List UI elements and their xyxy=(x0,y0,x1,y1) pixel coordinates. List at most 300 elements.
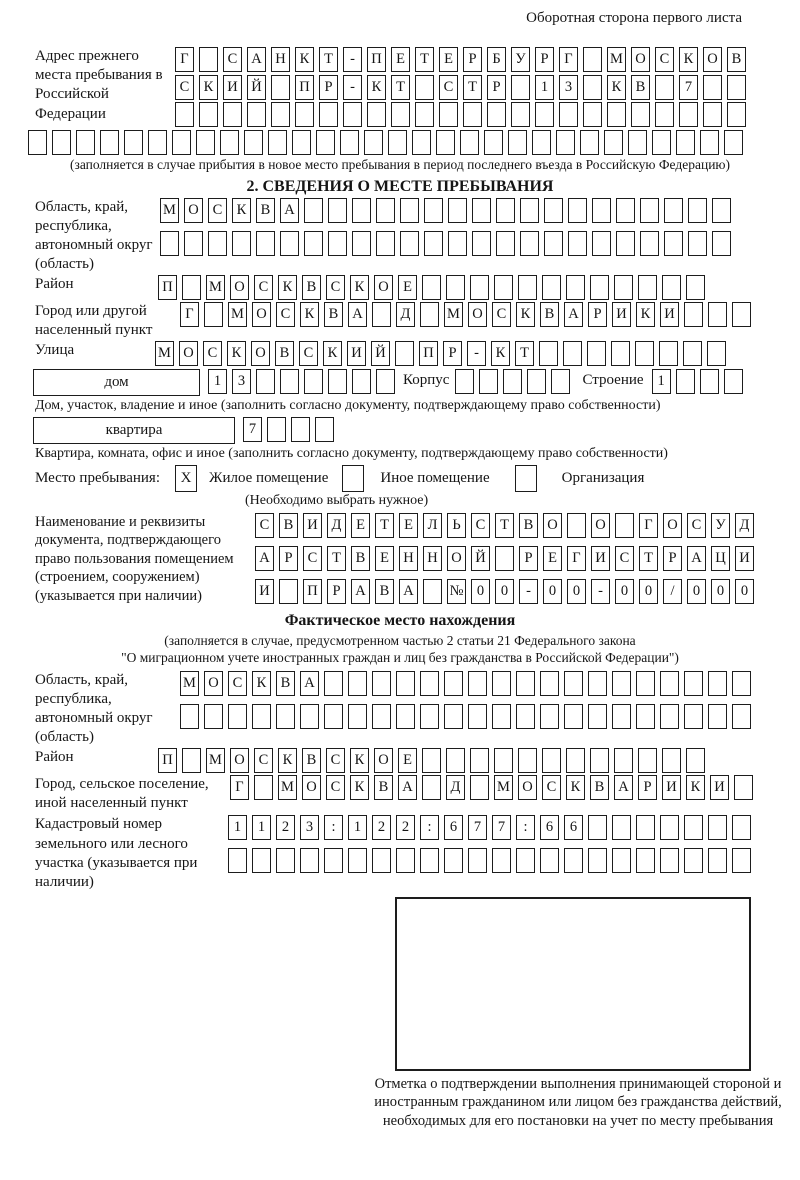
char-cell xyxy=(732,848,751,873)
char-cell xyxy=(628,130,647,155)
char-cell: С xyxy=(223,47,242,72)
char-cell xyxy=(468,671,487,696)
char-cell: 6 xyxy=(540,815,559,840)
char-cell: А xyxy=(398,775,417,800)
korpus-cells xyxy=(455,369,570,394)
char-cell: А xyxy=(399,579,418,604)
char-cell xyxy=(588,704,607,729)
char-cell xyxy=(199,102,218,127)
korpus-label: Корпус xyxy=(403,372,450,388)
char-cell xyxy=(542,275,561,300)
char-cell xyxy=(638,748,657,773)
char-cell: М xyxy=(180,671,199,696)
char-cell xyxy=(367,102,386,127)
char-cell xyxy=(420,704,439,729)
char-cell: О xyxy=(184,198,203,223)
char-cell xyxy=(684,815,703,840)
char-cell xyxy=(520,198,539,223)
char-cell xyxy=(446,748,465,773)
actual-district-row xyxy=(28,748,772,776)
char-cell xyxy=(148,130,167,155)
char-cell xyxy=(280,231,299,256)
char-cell xyxy=(271,75,290,100)
char-cell xyxy=(655,102,674,127)
char-cell: 7 xyxy=(492,815,511,840)
char-cell xyxy=(420,302,439,327)
char-cell: К xyxy=(300,302,319,327)
char-cell: С xyxy=(276,302,295,327)
char-cell: Т xyxy=(319,47,338,72)
actual-district-label: Район xyxy=(35,748,74,765)
char-cell xyxy=(252,704,271,729)
actual-region-row-2 xyxy=(180,704,751,729)
char-cell xyxy=(415,75,434,100)
char-cell xyxy=(503,369,522,394)
char-cell: В xyxy=(727,47,746,72)
char-cell xyxy=(638,275,657,300)
char-cell xyxy=(472,198,491,223)
char-cell xyxy=(535,102,554,127)
char-cell: С xyxy=(687,513,706,538)
char-cell xyxy=(372,848,391,873)
char-cell: Г xyxy=(175,47,194,72)
char-cell xyxy=(252,848,271,873)
char-cell xyxy=(580,130,599,155)
char-cell: О xyxy=(252,302,271,327)
char-cell: Е xyxy=(439,47,458,72)
char-cell: В xyxy=(519,513,538,538)
char-cell xyxy=(636,671,655,696)
char-cell: И xyxy=(735,546,754,571)
char-cell xyxy=(511,75,530,100)
char-cell: О xyxy=(251,341,270,366)
char-cell xyxy=(182,275,201,300)
char-cell: Й xyxy=(247,75,266,100)
char-cell xyxy=(712,198,731,223)
char-cell xyxy=(175,102,194,127)
char-cell xyxy=(492,704,511,729)
char-cell: В xyxy=(324,302,343,327)
char-cell: К xyxy=(278,275,297,300)
char-cell xyxy=(684,302,703,327)
char-cell xyxy=(470,275,489,300)
char-cell: М xyxy=(206,275,225,300)
char-cell: В xyxy=(631,75,650,100)
char-cell xyxy=(204,704,223,729)
char-cell: О xyxy=(374,748,393,773)
char-cell: - xyxy=(519,579,538,604)
char-cell xyxy=(612,704,631,729)
char-cell: М xyxy=(206,748,225,773)
char-cell: О xyxy=(204,671,223,696)
page-header: Оборотная сторона первого листа xyxy=(526,10,742,26)
char-cell xyxy=(348,848,367,873)
district-cells xyxy=(158,275,705,300)
char-cell xyxy=(328,231,347,256)
char-cell xyxy=(276,848,295,873)
apartment-row xyxy=(33,417,772,445)
char-cell: А xyxy=(564,302,583,327)
char-cell: А xyxy=(348,302,367,327)
char-cell xyxy=(304,231,323,256)
char-cell xyxy=(415,102,434,127)
char-cell xyxy=(422,748,441,773)
char-cell: Р xyxy=(588,302,607,327)
apartment-cells xyxy=(243,417,334,442)
char-cell xyxy=(539,341,558,366)
char-cell: Р xyxy=(535,47,554,72)
char-cell xyxy=(196,130,215,155)
char-cell: К xyxy=(686,775,705,800)
char-cell xyxy=(540,704,559,729)
char-cell: С xyxy=(326,275,345,300)
char-cell xyxy=(688,231,707,256)
char-cell: О xyxy=(230,748,249,773)
char-cell: Й xyxy=(471,546,490,571)
char-cell xyxy=(703,75,722,100)
char-cell xyxy=(615,513,634,538)
actual-city-row xyxy=(28,775,772,813)
stay-option-zhiloe-checkbox: X xyxy=(175,465,197,492)
char-cell xyxy=(424,198,443,223)
char-cell xyxy=(607,102,626,127)
char-cell xyxy=(700,130,719,155)
char-cell xyxy=(208,231,227,256)
house-cells xyxy=(208,369,395,394)
char-cell xyxy=(707,341,726,366)
char-cell: С xyxy=(228,671,247,696)
prev-address-row-2 xyxy=(175,75,746,100)
stay-option-zhiloe-label: Жилое помещение xyxy=(209,469,329,486)
char-cell xyxy=(172,130,191,155)
char-cell xyxy=(614,748,633,773)
char-cell: И xyxy=(710,775,729,800)
char-cell: Т xyxy=(639,546,658,571)
char-cell: Т xyxy=(463,75,482,100)
char-cell xyxy=(304,369,323,394)
char-cell xyxy=(724,130,743,155)
char-cell xyxy=(52,130,71,155)
char-cell: О xyxy=(447,546,466,571)
char-cell xyxy=(300,704,319,729)
char-cell xyxy=(640,231,659,256)
char-cell: К xyxy=(232,198,251,223)
char-cell xyxy=(276,704,295,729)
char-cell xyxy=(686,275,705,300)
char-cell xyxy=(395,341,414,366)
actual-location-note-2: "О миграционном учете иностранных граждан и лиц без гражданства в Российской Федерации") xyxy=(121,649,679,665)
char-cell: Н xyxy=(399,546,418,571)
char-cell xyxy=(616,231,635,256)
char-cell: К xyxy=(278,748,297,773)
char-cell: С xyxy=(254,275,273,300)
char-cell: А xyxy=(687,546,706,571)
char-cell xyxy=(372,671,391,696)
char-cell: С xyxy=(615,546,634,571)
char-cell: 0 xyxy=(735,579,754,604)
char-cell xyxy=(700,369,719,394)
actual-region-block xyxy=(28,671,772,748)
char-cell: А xyxy=(255,546,274,571)
char-cell xyxy=(300,848,319,873)
stamp-box xyxy=(395,897,751,1071)
char-cell: - xyxy=(591,579,610,604)
char-cell: К xyxy=(636,302,655,327)
char-cell: В xyxy=(276,671,295,696)
char-cell: Р xyxy=(663,546,682,571)
char-cell: П xyxy=(419,341,438,366)
char-cell xyxy=(587,341,606,366)
char-cell: 3 xyxy=(300,815,319,840)
stroenie-label: Строение xyxy=(582,372,644,388)
char-cell: М xyxy=(278,775,297,800)
char-cell xyxy=(348,704,367,729)
char-cell xyxy=(612,815,631,840)
char-cell xyxy=(352,231,371,256)
char-cell xyxy=(422,275,441,300)
cadastre-label: Кадастровый номер земельного или лесного участка (указывается при наличии) xyxy=(35,816,198,890)
region-label: Область, край, республика, автономный округ (область) xyxy=(35,198,153,273)
char-cell xyxy=(636,704,655,729)
char-cell xyxy=(564,671,583,696)
char-cell: Ц xyxy=(711,546,730,571)
cadastre-row-2 xyxy=(228,848,751,873)
char-cell: П xyxy=(158,275,177,300)
char-cell xyxy=(388,130,407,155)
house-frame-label: дом xyxy=(33,369,200,396)
char-cell xyxy=(566,275,585,300)
prev-address-note: (заполняется в случае прибытия в новое место пребывания в период последнего въезда в Российскую Федерацию) xyxy=(69,157,731,172)
char-cell xyxy=(636,848,655,873)
char-cell: С xyxy=(254,748,273,773)
char-cell: 3 xyxy=(232,369,251,394)
char-cell xyxy=(724,369,743,394)
char-cell: С xyxy=(471,513,490,538)
char-cell: Д xyxy=(735,513,754,538)
char-cell: Й xyxy=(371,341,390,366)
char-cell: 7 xyxy=(243,417,262,442)
actual-location-note-1: (заполняется в случае, предусмотренном частью 2 статьи 21 Федерального закона xyxy=(164,633,636,648)
stay-option-org-label: Организация xyxy=(561,469,645,486)
char-cell xyxy=(484,130,503,155)
char-cell: Т xyxy=(415,47,434,72)
char-cell: А xyxy=(247,47,266,72)
char-cell: В xyxy=(275,341,294,366)
char-cell xyxy=(683,341,702,366)
char-cell xyxy=(223,102,242,127)
char-cell xyxy=(487,102,506,127)
char-cell: Т xyxy=(375,513,394,538)
char-cell: М xyxy=(494,775,513,800)
char-cell xyxy=(508,130,527,155)
char-cell: У xyxy=(711,513,730,538)
char-cell xyxy=(494,275,513,300)
char-cell: К xyxy=(566,775,585,800)
char-cell: О xyxy=(543,513,562,538)
char-cell: Р xyxy=(463,47,482,72)
char-cell xyxy=(518,275,537,300)
section-title: 2. СВЕДЕНИЯ О МЕСТЕ ПРЕБЫВАНИЯ xyxy=(246,177,554,195)
char-cell xyxy=(455,369,474,394)
char-cell xyxy=(448,231,467,256)
stay-option-org-checkbox xyxy=(515,465,537,492)
char-cell: 0 xyxy=(711,579,730,604)
char-cell: 1 xyxy=(652,369,671,394)
char-cell: С xyxy=(299,341,318,366)
char-cell: 0 xyxy=(495,579,514,604)
char-cell xyxy=(660,704,679,729)
char-cell xyxy=(631,102,650,127)
char-cell: Т xyxy=(515,341,534,366)
char-cell: - xyxy=(343,47,362,72)
char-cell xyxy=(204,302,223,327)
char-cell xyxy=(396,848,415,873)
char-cell xyxy=(315,417,334,442)
char-cell xyxy=(220,130,239,155)
char-cell xyxy=(271,102,290,127)
char-cell: К xyxy=(516,302,535,327)
char-cell xyxy=(100,130,119,155)
char-cell xyxy=(640,198,659,223)
char-cell: П xyxy=(295,75,314,100)
char-cell: Л xyxy=(423,513,442,538)
char-cell xyxy=(439,102,458,127)
char-cell xyxy=(511,102,530,127)
apartment-note: Квартира, комната, офис и иное (заполнить согласно документу, подтверждающему право собственности) xyxy=(35,445,668,461)
char-cell: В xyxy=(256,198,275,223)
char-cell xyxy=(676,369,695,394)
char-cell: О xyxy=(179,341,198,366)
char-cell xyxy=(324,671,343,696)
char-cell xyxy=(444,848,463,873)
street-row xyxy=(28,341,772,369)
char-cell xyxy=(472,231,491,256)
char-cell xyxy=(324,848,343,873)
char-cell xyxy=(563,341,582,366)
char-cell xyxy=(684,704,703,729)
char-cell xyxy=(372,704,391,729)
prev-address-rows xyxy=(175,47,746,130)
char-cell: 3 xyxy=(559,75,578,100)
region-block xyxy=(28,198,772,275)
char-cell xyxy=(660,815,679,840)
char-cell xyxy=(479,369,498,394)
char-cell: 0 xyxy=(567,579,586,604)
char-cell: 1 xyxy=(252,815,271,840)
apartment-frame-label: квартира xyxy=(33,417,235,444)
char-cell: Н xyxy=(423,546,442,571)
char-cell xyxy=(727,102,746,127)
region-row-1 xyxy=(160,198,731,223)
char-cell: С xyxy=(492,302,511,327)
char-cell xyxy=(612,671,631,696)
char-cell: В xyxy=(279,513,298,538)
char-cell: Д xyxy=(446,775,465,800)
char-cell: Т xyxy=(495,513,514,538)
district-row xyxy=(28,275,772,303)
char-cell: В xyxy=(540,302,559,327)
char-cell xyxy=(436,130,455,155)
char-cell xyxy=(124,130,143,155)
char-cell xyxy=(412,130,431,155)
stay-type-label: Место пребывания: xyxy=(35,469,160,486)
char-cell: Д xyxy=(327,513,346,538)
char-cell: Е xyxy=(398,275,417,300)
char-cell xyxy=(494,748,513,773)
prev-address-label: Адрес прежнего места пребывания в Российской Федерации xyxy=(35,48,163,122)
char-cell: 1 xyxy=(208,369,227,394)
char-cell xyxy=(364,130,383,155)
char-cell xyxy=(540,848,559,873)
stay-option-inoe-checkbox xyxy=(342,465,364,492)
char-cell xyxy=(556,130,575,155)
char-cell: 1 xyxy=(348,815,367,840)
char-cell xyxy=(340,130,359,155)
stroenie-cells xyxy=(652,369,743,394)
document-block xyxy=(28,513,772,607)
char-cell: И xyxy=(347,341,366,366)
document-label: Наименование и реквизиты документа, подтверждающего право пользования помещением (строением, сооружением) (указывается при наличии) xyxy=(35,513,234,604)
char-cell xyxy=(160,231,179,256)
char-cell: Г xyxy=(639,513,658,538)
prev-address-row-3 xyxy=(175,102,746,127)
char-cell: М xyxy=(607,47,626,72)
char-cell: П xyxy=(303,579,322,604)
char-cell xyxy=(516,704,535,729)
char-cell: К xyxy=(491,341,510,366)
char-cell xyxy=(734,775,753,800)
char-cell: О xyxy=(374,275,393,300)
char-cell: Р xyxy=(638,775,657,800)
char-cell xyxy=(348,671,367,696)
char-cell xyxy=(316,130,335,155)
char-cell xyxy=(604,130,623,155)
char-cell xyxy=(292,130,311,155)
city-row xyxy=(28,302,772,340)
char-cell: Ь xyxy=(447,513,466,538)
char-cell xyxy=(376,231,395,256)
char-cell xyxy=(588,848,607,873)
char-cell: 7 xyxy=(679,75,698,100)
char-cell: В xyxy=(302,748,321,773)
char-cell xyxy=(470,748,489,773)
prev-address-row-1 xyxy=(175,47,746,72)
char-cell: О xyxy=(302,775,321,800)
char-cell: О xyxy=(468,302,487,327)
char-cell: С xyxy=(175,75,194,100)
char-cell: М xyxy=(444,302,463,327)
char-cell xyxy=(614,275,633,300)
char-cell: Е xyxy=(351,513,370,538)
char-cell: М xyxy=(155,341,174,366)
char-cell: С xyxy=(542,775,561,800)
char-cell xyxy=(659,341,678,366)
char-cell: 1 xyxy=(535,75,554,100)
char-cell: Р xyxy=(519,546,538,571)
char-cell xyxy=(495,546,514,571)
document-row-2 xyxy=(255,546,754,571)
char-cell xyxy=(708,671,727,696)
char-cell xyxy=(708,815,727,840)
city-cells xyxy=(180,302,751,327)
char-cell xyxy=(588,671,607,696)
char-cell: Р xyxy=(279,546,298,571)
char-cell xyxy=(732,671,751,696)
char-cell xyxy=(544,198,563,223)
char-cell xyxy=(184,231,203,256)
char-cell: А xyxy=(280,198,299,223)
char-cell xyxy=(295,102,314,127)
